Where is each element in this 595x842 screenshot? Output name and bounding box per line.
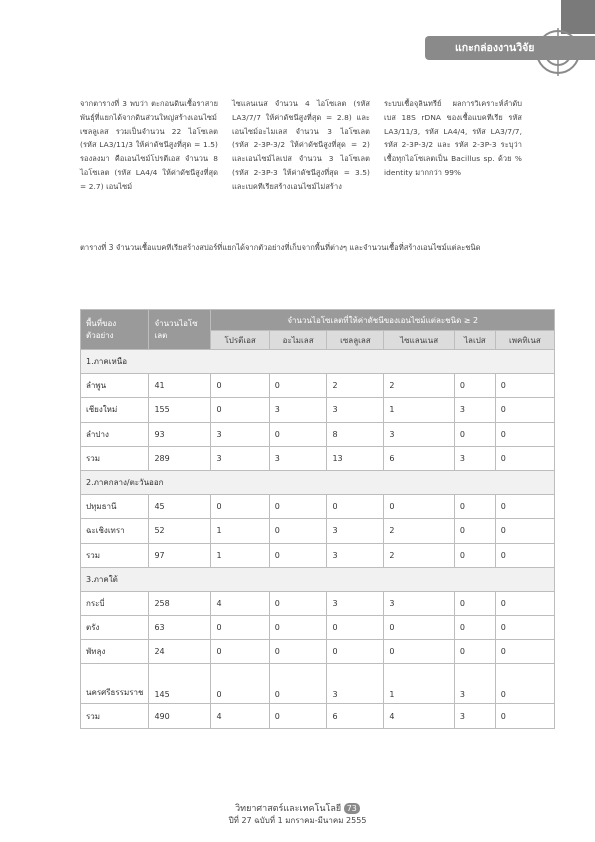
- cell-enzyme-value: 0: [269, 495, 327, 519]
- header-area: พื้นที่ของตัวอย่าง: [81, 310, 149, 350]
- cell-enzyme-value: 3: [454, 664, 495, 704]
- cell-enzyme-value: 0: [327, 616, 384, 640]
- table-row: [81, 664, 555, 704]
- cell-enzyme-value: 0: [269, 543, 327, 567]
- cell-enzyme-value: 3: [454, 704, 495, 728]
- cell-isolate-count: 289: [149, 446, 211, 470]
- cell-enzyme-value: 0: [211, 640, 269, 664]
- cell-isolate-count: 24: [149, 640, 211, 664]
- cell-enzyme-value: 1: [384, 398, 455, 422]
- cell-enzyme-value: 3: [327, 591, 384, 615]
- cell-enzyme-value: 1: [211, 519, 269, 543]
- cell-enzyme-value: 0: [211, 664, 269, 704]
- cell-enzyme-value: 0: [327, 640, 384, 664]
- cell-enzyme-value: 3: [269, 446, 327, 470]
- table-row: [81, 495, 555, 519]
- cell-enzyme-value: 0: [269, 422, 327, 446]
- region-row: [81, 350, 555, 374]
- cell-enzyme-value: 0: [454, 640, 495, 664]
- cell-isolate-count: 258: [149, 591, 211, 615]
- table-row: [81, 374, 555, 398]
- cell-enzyme-value: 3: [384, 591, 455, 615]
- cell-area: กระบี่: [81, 591, 149, 615]
- cell-enzyme-value: 2: [384, 519, 455, 543]
- cell-enzyme-value: 0: [269, 664, 327, 704]
- data-table: [80, 309, 555, 729]
- cell-enzyme-value: 0: [495, 519, 554, 543]
- cell-area: นครศรีธรรมราช: [81, 664, 149, 704]
- region-row: [81, 470, 555, 494]
- cell-enzyme-value: 4: [384, 704, 455, 728]
- cell-enzyme-value: 0: [454, 616, 495, 640]
- cell-enzyme-value: 3: [211, 422, 269, 446]
- data-table-wrapper: [80, 309, 555, 729]
- cell-enzyme-value: 3: [454, 446, 495, 470]
- cell-enzyme-value: 0: [495, 543, 554, 567]
- cell-isolate-count: 145: [149, 664, 211, 704]
- cell-enzyme-value: 0: [269, 591, 327, 615]
- body-text: [80, 97, 522, 194]
- cell-enzyme-value: 2: [327, 374, 384, 398]
- cell-area: พัทลุง: [81, 640, 149, 664]
- cell-enzyme-value: 0: [495, 640, 554, 664]
- cell-enzyme-value: 6: [384, 446, 455, 470]
- cell-enzyme-value: 0: [454, 374, 495, 398]
- cell-enzyme-value: 0: [454, 519, 495, 543]
- section-title: แกะกล่องงานวิจัย: [455, 42, 535, 54]
- target-icon: [534, 28, 582, 76]
- header-isolate-count: จำนวนไอโซเลต: [149, 310, 211, 350]
- cell-enzyme-value: 0: [211, 398, 269, 422]
- cell-enzyme-value: 1: [211, 543, 269, 567]
- table-header-row: [81, 310, 555, 331]
- cell-area: ปทุมธานี: [81, 495, 149, 519]
- cell-enzyme-value: 3: [327, 664, 384, 704]
- cell-enzyme-value: 0: [454, 422, 495, 446]
- cell-enzyme-value: 0: [269, 519, 327, 543]
- cell-isolate-count: 63: [149, 616, 211, 640]
- cell-enzyme-value: 2: [384, 374, 455, 398]
- cell-area: รวม: [81, 446, 149, 470]
- region-label: 2.ภาคกลาง/ตะวันออก: [81, 470, 555, 494]
- table-row: [81, 446, 555, 470]
- header-enzyme: ไซแลนเนส: [384, 331, 455, 350]
- header-enzyme: โปรตีเอส: [211, 331, 269, 350]
- cell-enzyme-value: 0: [211, 616, 269, 640]
- table-row: [81, 640, 555, 664]
- cell-area: ลำปาง: [81, 422, 149, 446]
- header-enzyme: อะไมเลส: [269, 331, 327, 350]
- cell-isolate-count: 490: [149, 704, 211, 728]
- issue-info: ปีที่ 27 ฉบับที่ 1 มกราคม-มีนาคม 2555: [228, 816, 367, 825]
- cell-isolate-count: 97: [149, 543, 211, 567]
- body-column-3: ระบบเชื้อจุลินทรีย์ ผลการวิเคราะห์ลำดับเบส 18S rDNA ของเชื้อแบคทีเรีย รหัส LA3/11/3, รหัส LA4/4, รหัส LA3/7/7, รหัส 2-3P-3/2 และ รหัส 2-3P-3 ระบุว่าเชื้อทุกไอโซเลตเป็น Bacillus sp. ด้วย % identity มากกว่า 99%: [384, 99, 522, 177]
- cell-enzyme-value: 4: [211, 704, 269, 728]
- cell-enzyme-value: 3: [384, 422, 455, 446]
- cell-isolate-count: 52: [149, 519, 211, 543]
- header-enzyme: ไลเปส: [454, 331, 495, 350]
- cell-area: ตรัง: [81, 616, 149, 640]
- cell-area: รวม: [81, 543, 149, 567]
- cell-enzyme-value: 0: [454, 495, 495, 519]
- page-footer: [0, 803, 595, 827]
- cell-enzyme-value: 0: [327, 495, 384, 519]
- cell-enzyme-value: 3: [269, 398, 327, 422]
- body-column-1: จากตารางที่ 3 พบว่า ตะกอนดินเชื้อราสายพันธุ์ที่แยกได้จากดินส่วนใหญ่สร้างเอนไซม์เซลลูเลส รวมเป็นจำนวน 22 ไอโซเลต (รหัส LA3/11/3 ให้ค่าดัชนีสูงที่สุด = 1.5) รองลงมา คือเอนไซม์โปรตีเอส จำนวน 8 ไอโซเลต (รหัส LA4/4 ให้ค่าดัชนีสูงที่สุด = 2.7) เอนไซม์: [80, 99, 218, 191]
- cell-area: ฉะเชิงเทรา: [81, 519, 149, 543]
- cell-enzyme-value: 0: [495, 374, 554, 398]
- table-row: [81, 422, 555, 446]
- table-row: [81, 519, 555, 543]
- cell-enzyme-value: 0: [269, 640, 327, 664]
- cell-enzyme-value: 3: [454, 398, 495, 422]
- cell-enzyme-value: 0: [384, 616, 455, 640]
- table-row: [81, 616, 555, 640]
- cell-enzyme-value: 0: [495, 398, 554, 422]
- table-caption: ตารางที่ 3 จำนวนเชื้อแบคทีเรียสร้างสปอร์ที่แยกได้จากตัวอย่างที่เก็บจากพื้นที่ต่างๆ และจำนวนเชื้อที่สร้างเอนไซม์แต่ละชนิด: [80, 243, 481, 252]
- cell-enzyme-value: 0: [384, 640, 455, 664]
- cell-enzyme-value: 3: [327, 543, 384, 567]
- cell-enzyme-value: 3: [327, 398, 384, 422]
- cell-enzyme-value: 4: [211, 591, 269, 615]
- cell-enzyme-value: 3: [211, 446, 269, 470]
- cell-enzyme-value: 0: [269, 616, 327, 640]
- cell-enzyme-value: 0: [269, 704, 327, 728]
- cell-enzyme-value: 0: [454, 591, 495, 615]
- header-enzyme: เซลลูเลส: [327, 331, 384, 350]
- cell-enzyme-value: 0: [495, 704, 554, 728]
- table-row: [81, 398, 555, 422]
- table-row: [81, 704, 555, 728]
- cell-area: รวม: [81, 704, 149, 728]
- cell-enzyme-value: 0: [495, 616, 554, 640]
- cell-enzyme-value: 0: [495, 422, 554, 446]
- cell-enzyme-value: 0: [495, 591, 554, 615]
- cell-enzyme-value: 0: [384, 495, 455, 519]
- cell-isolate-count: 93: [149, 422, 211, 446]
- body-column-2: ไซแลนเนส จำนวน 4 ไอโซเลต (รหัส LA3/7/7 ให้ค่าดัชนีสูงที่สุด = 2.8) และเอนไซม์อะไมเลส จำนวน 3 ไอโซเลต (รหัส 2-3P-3/2 ให้ค่าดัชนีสูงที่สุด = 2) และเอนไซม์ไลเปส จำนวน 3 ไอโซเลต (รหัส 2-3P-3 ให้ค่าดัชนีสูงที่สุด = 3.5) และเบคทีเรียสร้างเอนไซม์ไม่สร้าง: [232, 99, 370, 191]
- table-body: [81, 350, 555, 729]
- header-enzyme: เพคทิเนส: [495, 331, 554, 350]
- region-label: 3.ภาคใต้: [81, 567, 555, 591]
- cell-isolate-count: 41: [149, 374, 211, 398]
- cell-enzyme-value: 0: [495, 495, 554, 519]
- cell-enzyme-value: 13: [327, 446, 384, 470]
- region-row: [81, 567, 555, 591]
- table-row: [81, 591, 555, 615]
- cell-isolate-count: 45: [149, 495, 211, 519]
- cell-enzyme-value: 6: [327, 704, 384, 728]
- page-number: 73: [344, 803, 360, 814]
- cell-enzyme-value: 1: [384, 664, 455, 704]
- table-row: [81, 543, 555, 567]
- journal-title: วิทยาศาสตร์และเทคโนโลยี: [235, 804, 342, 814]
- cell-area: เชียงใหม่: [81, 398, 149, 422]
- cell-enzyme-value: 0: [495, 446, 554, 470]
- cell-enzyme-value: 3: [327, 519, 384, 543]
- cell-area: ลำพูน: [81, 374, 149, 398]
- cell-enzyme-value: 0: [211, 374, 269, 398]
- cell-enzyme-value: 0: [495, 664, 554, 704]
- cell-enzyme-value: 0: [211, 495, 269, 519]
- region-label: 1.ภาคเหนือ: [81, 350, 555, 374]
- cell-enzyme-value: 2: [384, 543, 455, 567]
- header-enzyme-group: จำนวนไอโซเลตที่ให้ค่าดัชนีของเอนไซม์แต่ละชนิด ≥ 2: [211, 310, 555, 331]
- cell-isolate-count: 155: [149, 398, 211, 422]
- cell-enzyme-value: 0: [454, 543, 495, 567]
- cell-enzyme-value: 8: [327, 422, 384, 446]
- cell-enzyme-value: 0: [269, 374, 327, 398]
